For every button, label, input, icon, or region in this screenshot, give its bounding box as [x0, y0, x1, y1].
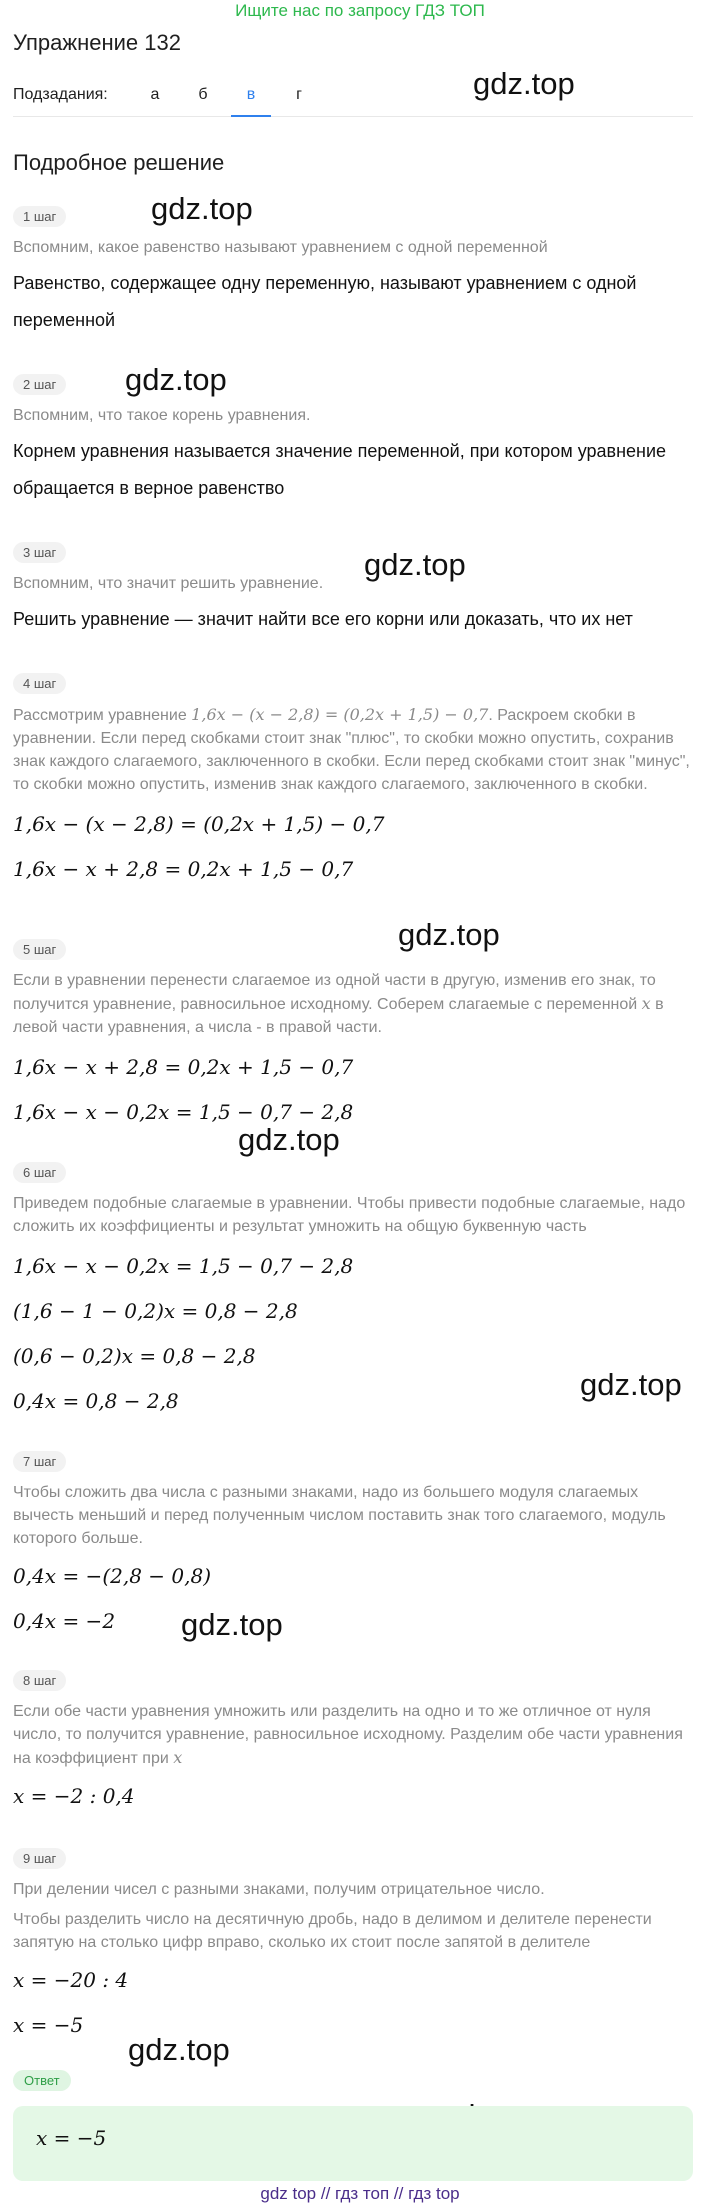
hint-text: в левой части уравнения, а числа - в правой части.	[13, 996, 664, 1036]
equation: 1,6x − (x − 2,8) = (0,2x + 1,5) − 0,7	[13, 812, 385, 836]
step-4	[13, 673, 693, 892]
hint-text: Если в уравнении перенести слагаемое из одной части в другую, изменив его знак, то получится уравнение, равносильное исходному. Соберем слагаемые с переменной	[13, 972, 656, 1013]
footer-link[interactable]: gdz top	[260, 2184, 317, 2203]
watermark: gdz.top	[125, 362, 227, 397]
step-2	[13, 374, 693, 507]
footer-links	[0, 2180, 720, 2207]
equation: 1,6x − x + 2,8 = 0,2x + 1,5 − 0,7	[13, 857, 354, 881]
inline-equation: x	[641, 994, 651, 1013]
hint-text: Если обе части уравнения умножить или разделить на одно и то же отличное от нуля число, то получится уравнение, равносильное исходному. Разделим обе части уравнения на коэффициент при	[13, 1703, 683, 1767]
answer-box	[13, 2106, 693, 2181]
step-badge: 4 шаг	[13, 673, 66, 694]
equation: x = −5	[13, 2013, 84, 2037]
step-hint	[13, 1700, 693, 1770]
step-badge: 8 шаг	[13, 1670, 66, 1691]
equation: 1,6x − x − 0,2x = 1,5 − 0,7 − 2,8	[13, 1100, 354, 1124]
subtasks-label: Подзадания:	[13, 86, 108, 103]
step-hint: Вспомним, что такое корень уравнения.	[13, 407, 311, 424]
step-hint: Чтобы разделить число на десятичную дробь, надо в делимом и делителе перенести запятую на столько цифр вправо, сколько их стоит после запятой в делителе	[13, 1911, 652, 1951]
subtask-tab-b[interactable]: б	[198, 86, 208, 103]
equation: x = −20 : 4	[13, 1968, 129, 1992]
step-7	[13, 1451, 693, 1644]
equation: (0,6 − 0,2)x = 0,8 − 2,8	[13, 1344, 256, 1368]
watermark: gdz.top	[580, 1367, 682, 1402]
equation: 0,4x = −2	[13, 1609, 116, 1633]
inline-equation: 1,6x − (x − 2,8) = (0,2x + 1,5) − 0,7	[191, 705, 489, 724]
footer-link[interactable]: гдз top	[408, 2184, 460, 2203]
footer-separator: //	[393, 2184, 404, 2203]
hint-text: Рассмотрим уравнение	[13, 707, 192, 724]
answer-equation: x = −5	[36, 2126, 107, 2150]
watermark: gdz.top	[364, 547, 466, 582]
page-title: Упражнение 132	[13, 30, 181, 55]
step-hint	[13, 703, 693, 796]
equation: x = −2 : 0,4	[13, 1784, 135, 1808]
step-badge: 9 шаг	[13, 1848, 66, 1869]
step-hint: При делении чисел с разными знаками, получим отрицательное число.	[13, 1881, 545, 1898]
step-3	[13, 542, 693, 638]
equation: 1,6x − x − 0,2x = 1,5 − 0,7 − 2,8	[13, 1254, 354, 1278]
step-text: Равенство, содержащее одну переменную, называют уравнением с одной переменной	[13, 273, 637, 330]
step-badge: 6 шаг	[13, 1162, 66, 1183]
watermark: gdz.top	[473, 66, 575, 101]
step-5	[13, 939, 693, 1135]
equation: (1,6 − 1 − 0,2)x = 0,8 − 2,8	[13, 1299, 298, 1323]
subtask-tab-v[interactable]: в	[231, 86, 271, 117]
equation: 0,4x = −(2,8 − 0,8)	[13, 1564, 212, 1588]
watermark: gdz.top	[238, 1122, 340, 1157]
step-6	[13, 1162, 693, 1424]
step-hint: Вспомним, какое равенство называют уравнением с одной переменной	[13, 239, 548, 256]
step-hint: Вспомним, что значит решить уравнение.	[13, 575, 324, 592]
top-banner[interactable]: Ищите нас по запросу ГДЗ ТОП	[235, 1, 485, 20]
answer-section	[13, 2070, 693, 2091]
subtasks-bar	[13, 82, 693, 117]
step-badge: 2 шаг	[13, 374, 66, 395]
equation: 1,6x − x + 2,8 = 0,2x + 1,5 − 0,7	[13, 1055, 354, 1079]
watermark: gdz.top	[398, 917, 500, 952]
step-9	[13, 1848, 693, 2048]
watermark: gdz.top	[151, 191, 253, 226]
footer-separator: //	[320, 2184, 331, 2203]
watermark: gdz.top	[181, 1607, 283, 1642]
subtask-tab-g[interactable]: г	[296, 86, 302, 103]
answer-badge: Ответ	[13, 2070, 71, 2091]
step-1	[13, 206, 693, 339]
watermark: gdz.top	[128, 2032, 230, 2067]
step-badge: 3 шаг	[13, 542, 66, 563]
section-title: Подробное решение	[13, 150, 225, 175]
equation: 0,4x = 0,8 − 2,8	[13, 1389, 179, 1413]
step-text: Решить уравнение — значит найти все его корни или доказать, что их нет	[13, 609, 633, 629]
step-hint: Чтобы сложить два числа с разными знаками, надо из большего модуля слагаемых вычесть меньший и перед полученным числом поставить знак того слагаемого, модуль которого больше.	[13, 1484, 666, 1547]
step-text: Корнем уравнения называется значение переменной, при котором уравнение обращается в верное равенство	[13, 441, 667, 498]
hint-text: . Раскроем скобки в уравнении. Если перед скобками стоит знак "плюс", то скобки можно опустить, сохранив знак каждого слагаемого, заключенного в скобки. Если перед скобками стоит знак "минус", то скобки можно опустить, изменив знак каждого слагаемого, заключенного в скобки.	[13, 707, 690, 793]
inline-equation: x	[173, 1748, 183, 1767]
step-hint: Приведем подобные слагаемые в уравнении. Чтобы привести подобные слагаемые, надо сложить их коэффициенты и результат умножить на общую буквенную часть	[13, 1195, 686, 1235]
step-badge: 7 шаг	[13, 1451, 66, 1472]
subtask-tab-a[interactable]: а	[150, 86, 160, 103]
step-8	[13, 1670, 693, 1819]
step-badge: 1 шаг	[13, 206, 66, 227]
step-badge: 5 шаг	[13, 939, 66, 960]
step-hint	[13, 969, 693, 1039]
footer-link[interactable]: гдз топ	[335, 2184, 390, 2203]
